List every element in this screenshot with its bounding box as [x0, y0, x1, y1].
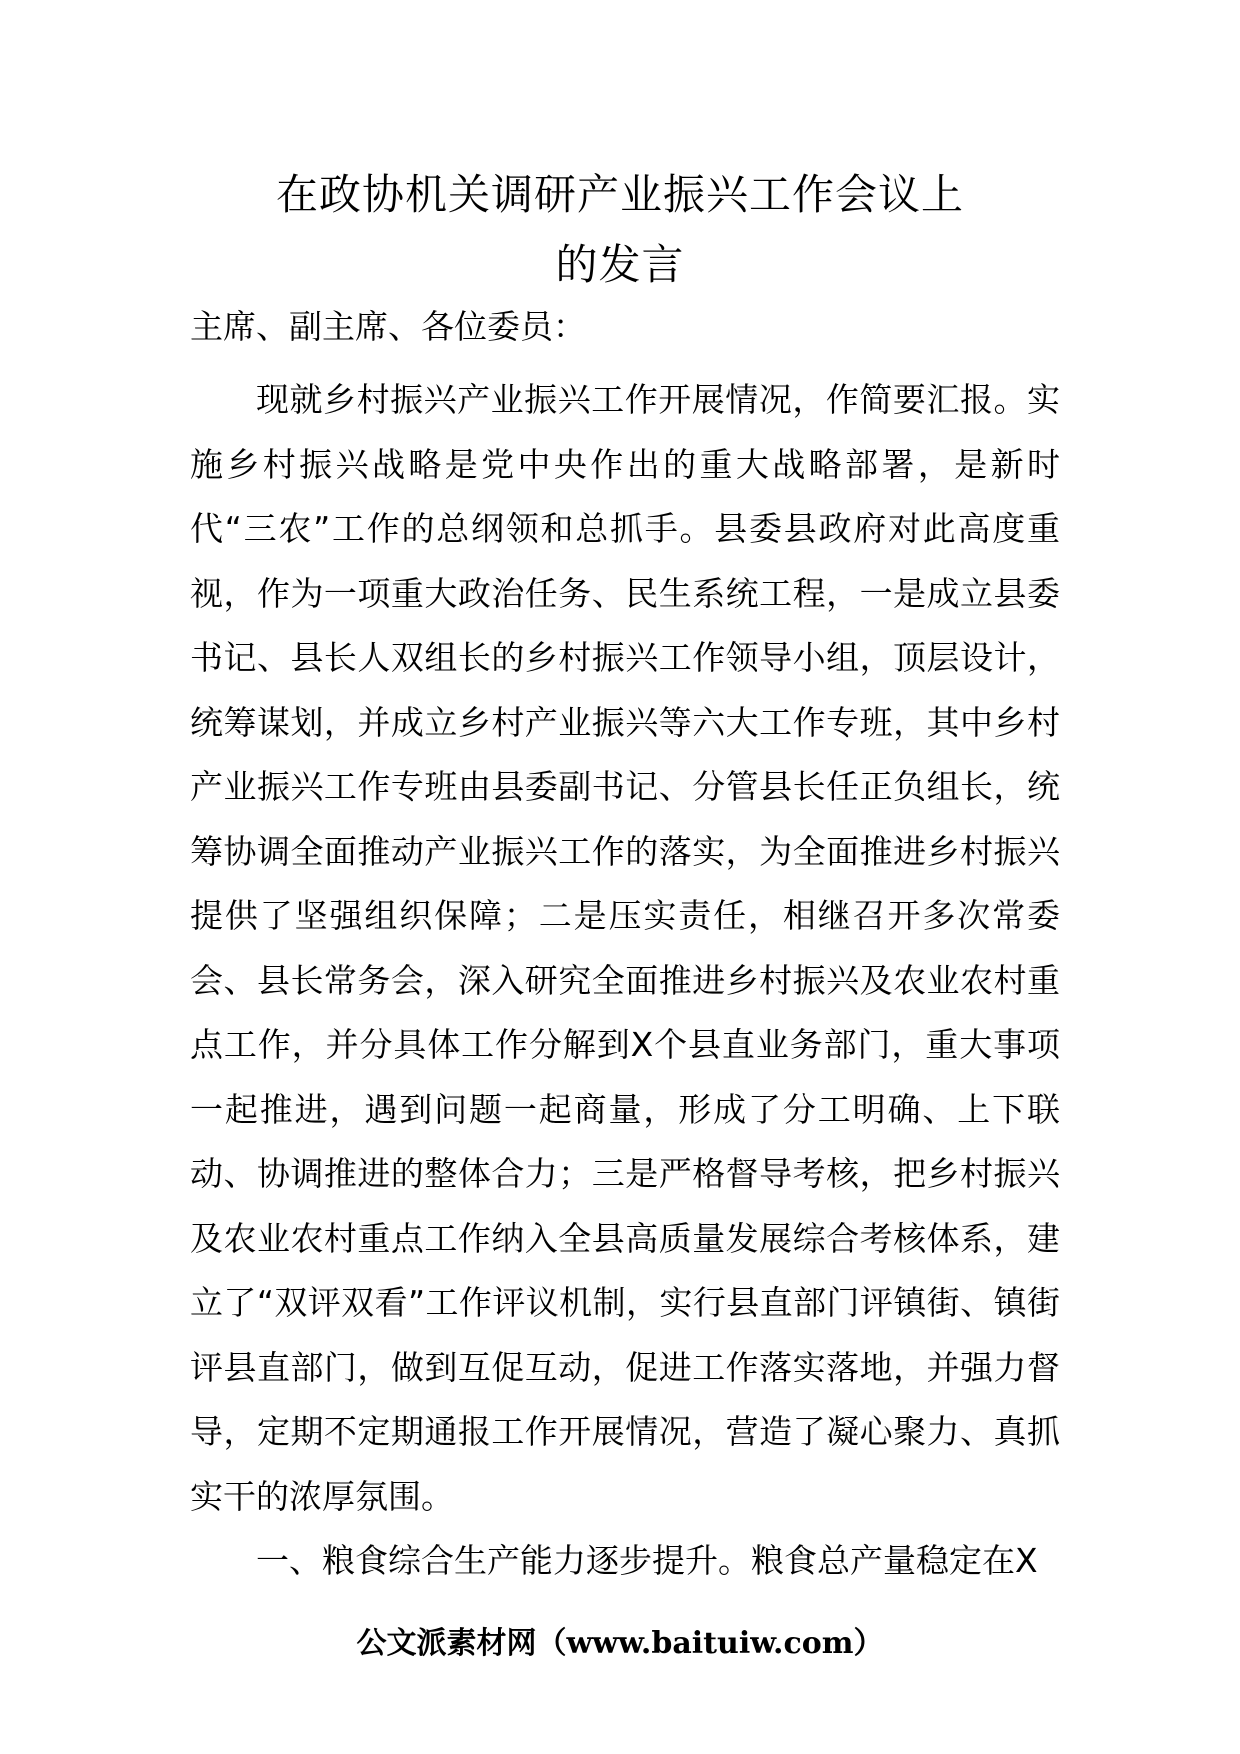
document-title-line-1: 在政协机关调研产业振兴工作会议上	[275, 170, 964, 219]
paragraph: 现就乡村振兴产业振兴工作开展情况，作简要汇报。实施乡村振兴战略是党中央作出的重大战略部署，是新时代“三农”工作的总纲领和总抓手。县委县政府对此高度重视，作为一项重大政治任务、民生系统工程，一是成立县委书记、县长人双组长的乡村振兴工作领导小组，顶层设计，统筹谋划，并成立乡村产业振兴等六大工作专班，其中乡村产业振兴工作专班由县委副书记、分管县长任正负组长，统筹协调全面推动产业振兴工作的落实，为全面推进乡村振兴提供了坚强组织保障；二是压实责任，相继召开多次常委会、县长常务会，深入研究全面推进乡村振兴及农业农村重点工作，并分具体工作分解到X个县直业务部门，重大事项一起推进，遇到问题一起商量，形成了分工明确、上下联动、协调推进的整体合力；三是严格督导考核，把乡村振兴及农业农村重点工作纳入全县高质量发展综合考核体系，建立了“双评双看”工作评议机制，实行县直部门评镇街、镇街评县直部门，做到互促互动，促进工作落实落地，并强力督导，定期不定期通报工作开展情况，营造了凝心聚力、真抓实干的浓厚氛围。	[190, 380, 1060, 1516]
paragraph: 一、粮食综合生产能力逐步提升。粮食总产量稳定在X	[256, 1541, 1038, 1580]
footer-watermark: 公文派素材网（www.baituiw.com）	[356, 1626, 884, 1661]
document-title-line-2: 的发言	[555, 240, 685, 289]
salutation: 主席、副主席、各位委员：	[190, 307, 586, 346]
document-body	[190, 368, 1060, 1594]
